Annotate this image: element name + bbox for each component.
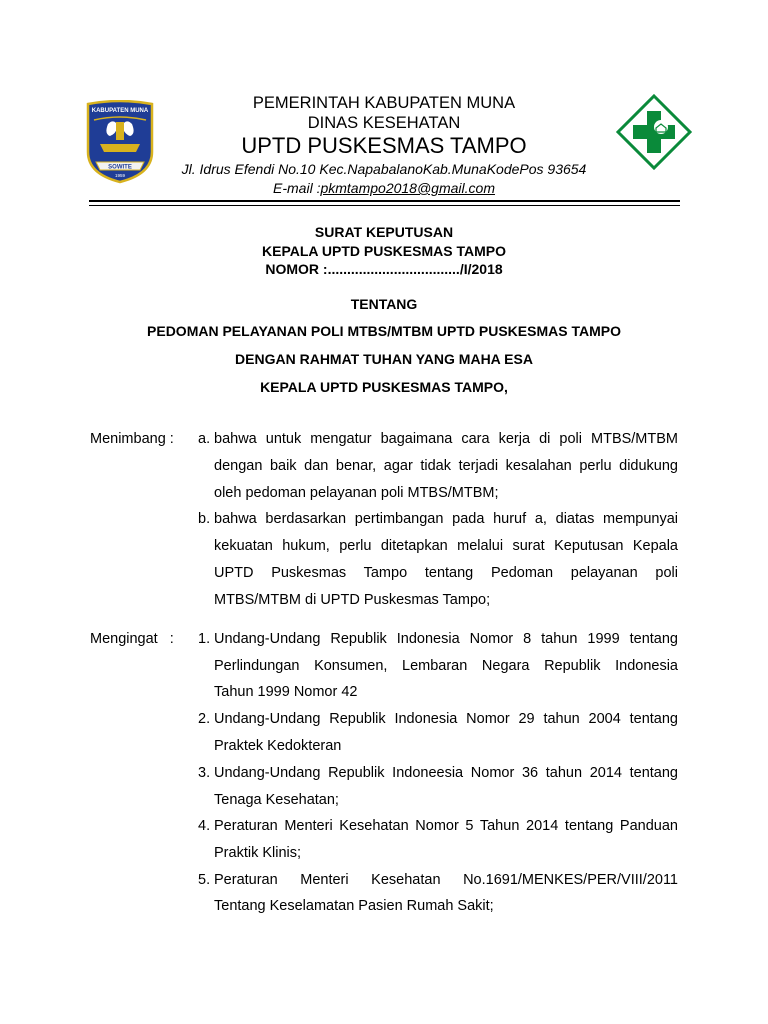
mengingat-marker-5: 5. [198, 872, 211, 888]
menimbang-b-line: UPTD Puskesmas Tampo tentang Pedoman pelayanan poli [214, 565, 678, 581]
menimbang-label: Menimbang : [90, 431, 174, 447]
letterhead-address: Jl. Idrus Efendi No.10 Kec.NapabalanoKab.MunaKodePos 93654 [181, 161, 587, 177]
tentang-heading: TENTANG [350, 296, 418, 312]
menimbang-marker-b: b. [198, 511, 211, 527]
mengingat-marker-2: 2. [198, 711, 211, 727]
letterhead-divider-thin [89, 205, 680, 206]
mengingat-1-line: Tahun 1999 Nomor 42 [214, 684, 358, 700]
letterhead-department: DINAS KESEHATAN [307, 114, 461, 132]
menimbang-marker-a: a. [198, 431, 211, 447]
email-link[interactable]: pkmtampo2018@gmail.com [320, 180, 495, 196]
crest-ribbon-text: SOWITE [108, 164, 132, 171]
mengingat-label: Mengingat : [90, 631, 174, 647]
kepala-line: KEPALA UPTD PUSKESMAS TAMPO, [260, 379, 508, 395]
mengingat-marker-3: 3. [198, 765, 211, 781]
decree-subject: PEDOMAN PELAYANAN POLI MTBS/MTBM UPTD PUSKESMAS TAMPO [147, 323, 621, 339]
mengingat-2-line: Praktek Kedokteran [214, 738, 342, 754]
mengingat-5-line: Tentang Keselamatan Pasien Rumah Sakit; [214, 898, 494, 914]
letterhead-divider-thick [89, 200, 680, 202]
mengingat-marker-1: 1. [198, 631, 211, 647]
email-label: E-mail : [273, 180, 321, 196]
mengingat-3-line: Undang-Undang Republik Indoneesia Nomor 36 tahun 2014 tentang [214, 765, 678, 781]
menimbang-a-line: oleh pedoman pelayanan poli MTBS/MTBM; [214, 485, 499, 501]
decree-issuer: KEPALA UPTD PUSKESMAS TAMPO [262, 243, 506, 259]
menimbang-a-line: dengan baik dan benar, agar tidak terjadi kesalahan perlu didukung [214, 458, 678, 474]
decree-number: NOMOR :................................../I/2018 [265, 261, 503, 277]
menimbang-a-line: bahwa untuk mengatur bagaimana cara kerja di poli MTBS/MTBM [214, 431, 678, 447]
mengingat-1-line: Perlindungan Konsumen, Lembaran Negara Republik Indonesia [214, 658, 678, 674]
mengingat-4-line: Peraturan Menteri Kesehatan Nomor 5 Tahun 2014 tentang Panduan [214, 818, 678, 834]
letterhead-email-line [0, 180, 768, 196]
decree-title: SURAT KEPUTUSAN [314, 224, 454, 240]
mengingat-1-line: Undang-Undang Republik Indonesia Nomor 8 tahun 1999 tentang [214, 631, 678, 647]
crest-top-text: KABUPATEN MUNA [91, 108, 149, 114]
crest-year: 1959 [114, 173, 126, 178]
menimbang-b-line: bahwa berdasarkan pertimbangan pada huruf a, diatas mempunyai [214, 511, 678, 527]
mengingat-3-line: Tenaga Kesehatan; [214, 792, 339, 808]
menimbang-b-line: kekuatan hukum, perlu ditetapkan melalui surat Keputusan Kepala [214, 538, 678, 554]
rahmat-line: DENGAN RAHMAT TUHAN YANG MAHA ESA [235, 351, 533, 367]
mengingat-5-line: Peraturan Menteri Kesehatan No.1691/MENKES/PER/VIII/2011 [214, 872, 678, 888]
mengingat-2-line: Undang-Undang Republik Indonesia Nomor 29 tahun 2004 tentang [214, 711, 678, 727]
mengingat-marker-4: 4. [198, 818, 211, 834]
menimbang-b-line: MTBS/MTBM di UPTD Puskesmas Tampo; [214, 592, 491, 608]
letterhead-institution: UPTD PUSKESMAS TAMPO [241, 133, 527, 158]
mengingat-4-line: Praktik Klinis; [214, 845, 302, 861]
letterhead-government: PEMERINTAH KABUPATEN MUNA [252, 94, 516, 112]
